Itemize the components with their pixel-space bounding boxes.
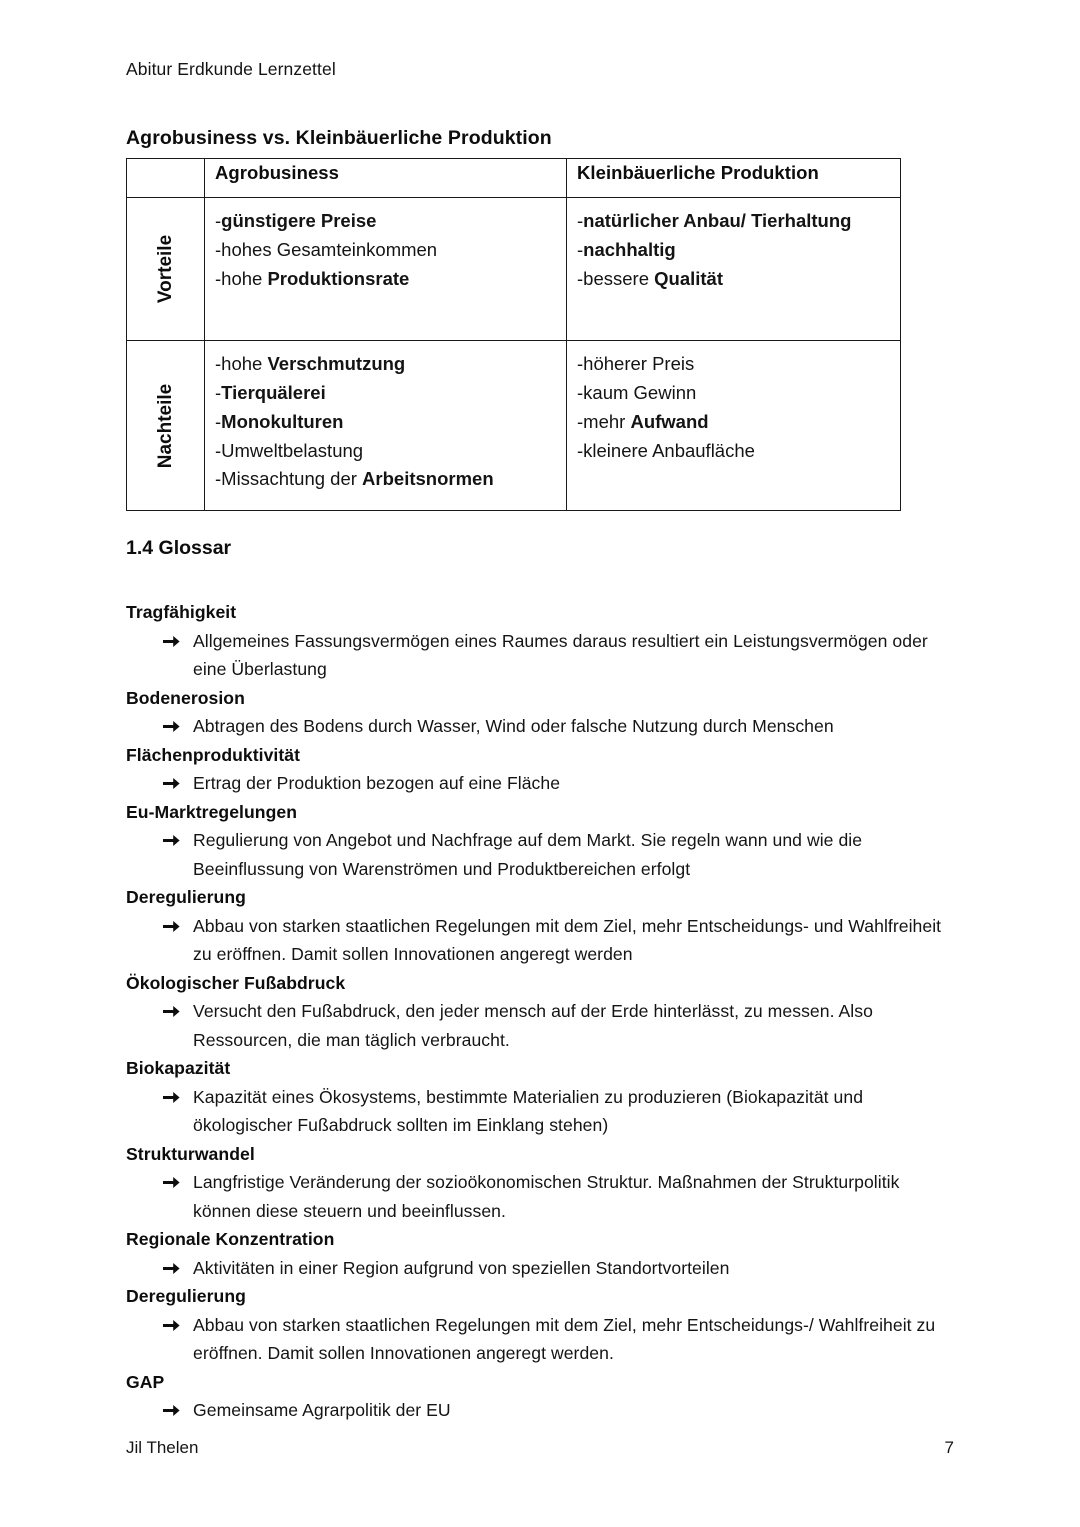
agrobusiness-comparison-table xyxy=(126,158,901,511)
emphasis-text: nachhaltig xyxy=(583,238,676,260)
emphasis-text: Tierquälerei xyxy=(221,381,326,403)
column-header-kleinbaeuerliche-produktion: Kleinbäuerliche Produktion xyxy=(567,159,901,198)
glossar-definition-text: Aktivitäten in einer Region aufgrund von speziellen Standortvorteilen xyxy=(193,1257,730,1278)
glossar-term: Strukturwandel xyxy=(126,1143,255,1164)
running-header: Abitur Erdkunde Lernzettel xyxy=(126,59,336,79)
glossar-entry xyxy=(126,883,960,969)
table-cell-line: -Missachtung der Arbeitsnormen xyxy=(215,468,494,490)
glossar-definition xyxy=(126,1396,960,1425)
glossar-definition-text: Ertrag der Produktion bezogen auf eine Fläche xyxy=(193,773,561,793)
row-label-cell-vorteile xyxy=(127,198,205,341)
glossar-term: Deregulierung xyxy=(126,887,246,907)
emphasis-text: Arbeitsnormen xyxy=(362,468,494,490)
right-arrow-icon xyxy=(163,769,180,790)
table-cell-line: -hohe Verschmutzung xyxy=(215,353,406,374)
glossar-definition-text: Abbau von starken staatlichen Regelungen mit dem Ziel, mehr Entscheidungs- und Wahlfreiheit zu eröffnen. Damit sollen Innovationen angeregt werden xyxy=(193,915,942,964)
right-arrow-icon xyxy=(163,712,180,733)
emphasis-text: günstigere Preise xyxy=(221,210,377,231)
glossar-definition xyxy=(126,712,960,741)
right-arrow-icon xyxy=(163,1311,180,1332)
glossar-definition xyxy=(126,912,960,969)
right-arrow-icon xyxy=(163,826,180,847)
footer-author: Jil Thelen xyxy=(126,1438,199,1457)
glossar-entry xyxy=(126,598,960,684)
table-cell-line: -höherer Preis xyxy=(577,353,695,374)
emphasis-text: Verschmutzung xyxy=(267,353,406,374)
glossar-term: Biokapazität xyxy=(126,1058,231,1078)
glossar-term: Bodenerosion xyxy=(126,687,245,708)
list-nachteile-agrobusiness xyxy=(205,341,566,510)
glossar-definition xyxy=(126,1168,960,1225)
right-arrow-icon xyxy=(163,912,180,933)
cell-nachteile-kleinbaeuerlich xyxy=(567,341,901,511)
glossar-entry xyxy=(126,741,960,798)
glossar-list xyxy=(126,598,960,1425)
table-cell-line: -Tierquälerei xyxy=(215,381,326,403)
emphasis-text: Produktionsrate xyxy=(267,267,410,289)
table-cell-line: -bessere Qualität xyxy=(577,267,723,289)
glossar-definition xyxy=(126,1311,960,1368)
right-arrow-icon xyxy=(163,997,180,1018)
glossar-entry xyxy=(126,1140,960,1226)
glossar-term: Ökologischer Fußabdruck xyxy=(126,972,346,993)
table-body xyxy=(127,198,901,511)
glossar-definition-text: Abtragen des Bodens durch Wasser, Wind oder falsche Nutzung durch Menschen xyxy=(193,716,834,736)
cell-vorteile-agrobusiness xyxy=(205,198,567,341)
page-footer xyxy=(126,1438,954,1458)
right-arrow-icon xyxy=(163,1396,180,1417)
row-label-cell-nachteile xyxy=(127,341,205,511)
right-arrow-icon xyxy=(163,1254,180,1275)
emphasis-text: Qualität xyxy=(654,267,723,289)
table-cell-line: -hohes Gesamteinkommen xyxy=(215,238,438,260)
list-vorteile-agrobusiness xyxy=(205,198,566,310)
column-header-agrobusiness: Agrobusiness xyxy=(205,159,567,198)
glossar-definition-text: Gemeinsame Agrarpolitik der EU xyxy=(193,1400,451,1420)
comparison-table-heading: Agrobusiness vs. Kleinbäuerliche Produktion xyxy=(126,127,552,149)
right-arrow-icon xyxy=(163,1168,180,1189)
emphasis-text: Aufwand xyxy=(630,410,709,432)
footer-page-number: 7 xyxy=(944,1438,954,1457)
glossar-definition xyxy=(126,826,960,883)
table-cell-line: -Monokulturen xyxy=(215,410,344,432)
table-cell-line: -kaum Gewinn xyxy=(577,381,697,403)
row-label-vorteile: Vorteile xyxy=(154,234,176,304)
glossar-entry xyxy=(126,684,960,741)
list-vorteile-kleinbaeuerlich xyxy=(567,198,900,310)
table-cell-line: -kleinere Anbaufläche xyxy=(577,439,755,461)
glossar-entry xyxy=(126,1054,960,1140)
glossar-entry xyxy=(126,1282,960,1368)
glossar-definition-text: Versucht den Fußabdruck, den jeder mensch auf der Erde hinterlässt, zu messen. Also Ressourcen, die man täglich verbraucht. xyxy=(193,1001,873,1050)
table-cell-line: -mehr Aufwand xyxy=(577,410,709,432)
glossar-definition-text: Allgemeines Fassungsvermögen eines Raumes daraus resultiert ein Leistungsvermögen oder eine Überlastung xyxy=(193,630,928,679)
glossar-term: GAP xyxy=(126,1371,165,1392)
glossar-term: Regionale Konzentration xyxy=(126,1229,335,1249)
glossar-definition-text: Langfristige Veränderung der sozioökonomischen Struktur. Maßnahmen der Strukturpolitik können diese steuern und beeinflussen. xyxy=(193,1172,900,1221)
right-arrow-icon xyxy=(163,1083,180,1104)
table-cell-line: -hohe Produktionsrate xyxy=(215,267,410,289)
glossar-definition xyxy=(126,1254,960,1283)
table-cell-line: -natürlicher Anbau/ Tierhaltung xyxy=(577,210,852,231)
right-arrow-icon xyxy=(163,627,180,648)
emphasis-text: Monokulturen xyxy=(221,410,344,432)
glossar-term: Eu-Marktregelungen xyxy=(126,801,297,822)
glossar-heading: 1.4 Glossar xyxy=(126,537,232,559)
table-row-nachteile xyxy=(127,341,901,511)
list-nachteile-kleinbaeuerlich xyxy=(567,341,900,481)
glossar-definition-text: Abbau von starken staatlichen Regelungen mit dem Ziel, mehr Entscheidungs-/ Wahlfreiheit zu eröffnen. Damit sollen Innovationen angeregt werden. xyxy=(193,1314,936,1363)
glossar-definition xyxy=(126,769,960,798)
glossar-definition xyxy=(126,627,960,684)
glossar-definition xyxy=(126,997,960,1054)
cell-vorteile-kleinbaeuerlich xyxy=(567,198,901,341)
glossar-definition-text: Regulierung von Angebot und Nachfrage auf dem Markt. Sie regeln wann und wie die Beeinflussung von Warenströmen und Produktbereichen erfolgt xyxy=(193,830,863,879)
table-cell-line: -nachhaltig xyxy=(577,238,676,260)
glossar-entry xyxy=(126,969,960,1055)
table-head xyxy=(127,159,901,198)
glossar-term: Deregulierung xyxy=(126,1286,246,1306)
table-header-row xyxy=(127,159,901,198)
glossar-definition-text: Kapazität eines Ökosystems, bestimmte Materialien zu produzieren (Biokapazität und ökologischer Fußabdruck sollten im Einklang stehen) xyxy=(193,1086,864,1135)
table-corner-cell xyxy=(127,159,205,198)
cell-nachteile-agrobusiness xyxy=(205,341,567,511)
emphasis-text: natürlicher Anbau/ Tierhaltung xyxy=(583,210,852,231)
row-label-nachteile: Nachteile xyxy=(154,383,176,468)
table-row-vorteile xyxy=(127,198,901,341)
table-cell-line: -günstigere Preise xyxy=(215,210,377,231)
glossar-term: Tragfähigkeit xyxy=(126,602,237,622)
glossar-term: Flächenproduktivität xyxy=(126,744,301,765)
glossar-entry xyxy=(126,798,960,884)
glossar-definition xyxy=(126,1083,960,1140)
table-cell-line: -Umweltbelastung xyxy=(215,439,364,461)
glossar-entry xyxy=(126,1225,960,1282)
glossar-entry xyxy=(126,1368,960,1425)
